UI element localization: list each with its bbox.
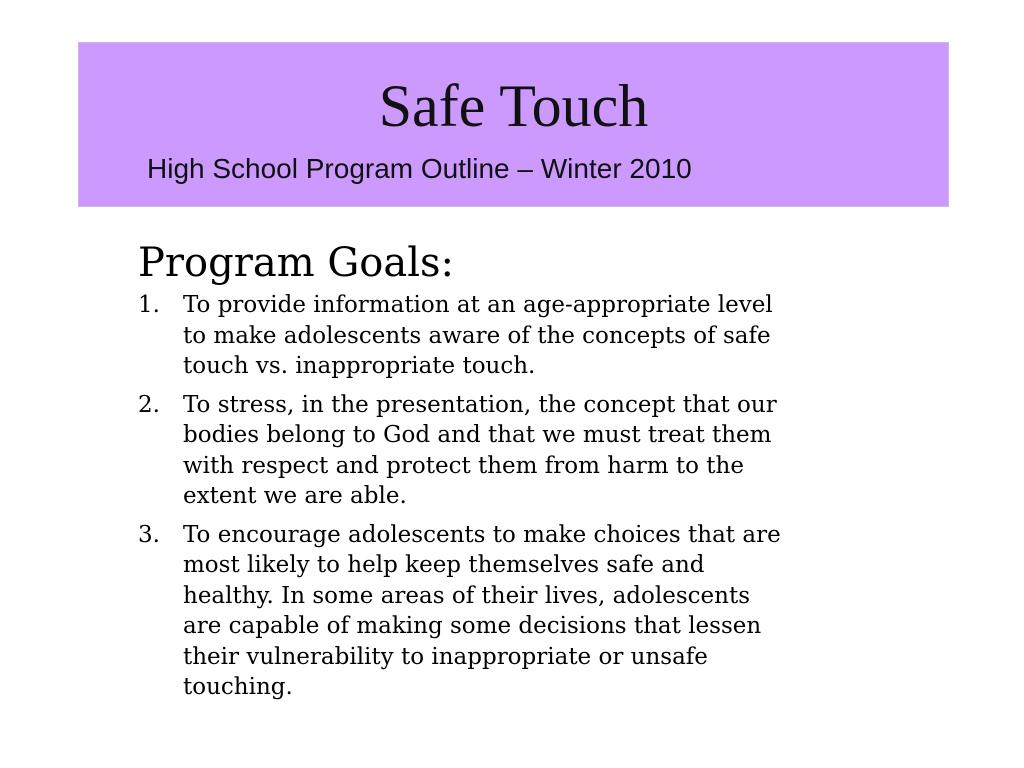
goal-line: To provide information at an age-appropriate level: [183, 292, 773, 318]
goal-item: [138, 290, 908, 382]
goal-line: bodies belong to God and that we must treat them: [183, 422, 772, 448]
goal-line: with respect and protect them from harm to the: [183, 452, 744, 479]
goal-line: touching.: [183, 674, 293, 700]
goal-line: to make adolescents aware of the concepts of safe: [183, 322, 771, 349]
goal-item: [138, 520, 908, 703]
slide-title: Safe Touch: [378, 73, 649, 139]
slide-subtitle: High School Program Outline – Winter 2010: [147, 153, 692, 184]
goal-number: 2.: [138, 391, 160, 418]
goal-line: healthy. In some areas of their lives, adolescents: [183, 582, 750, 609]
goals-heading: Program Goals:: [138, 240, 455, 286]
goal-line: touch vs. inappropriate touch.: [183, 353, 536, 379]
goal-number: 3.: [138, 521, 160, 548]
goal-line: are capable of making some decisions that lessen: [183, 613, 762, 639]
goal-line: extent we are able.: [183, 483, 407, 509]
goal-item: [138, 390, 908, 512]
goal-line: To stress, in the presentation, the concept that our: [183, 391, 777, 418]
goal-line: most likely to help keep themselves safe and: [183, 552, 705, 578]
goal-list: [138, 290, 908, 703]
goal-line: their vulnerability to inappropriate or unsafe: [183, 643, 708, 670]
slide-content: [138, 236, 908, 711]
goal-line: To encourage adolescents to make choices that are: [183, 521, 781, 548]
goal-number: 1.: [138, 292, 160, 318]
title-band: [78, 42, 949, 207]
